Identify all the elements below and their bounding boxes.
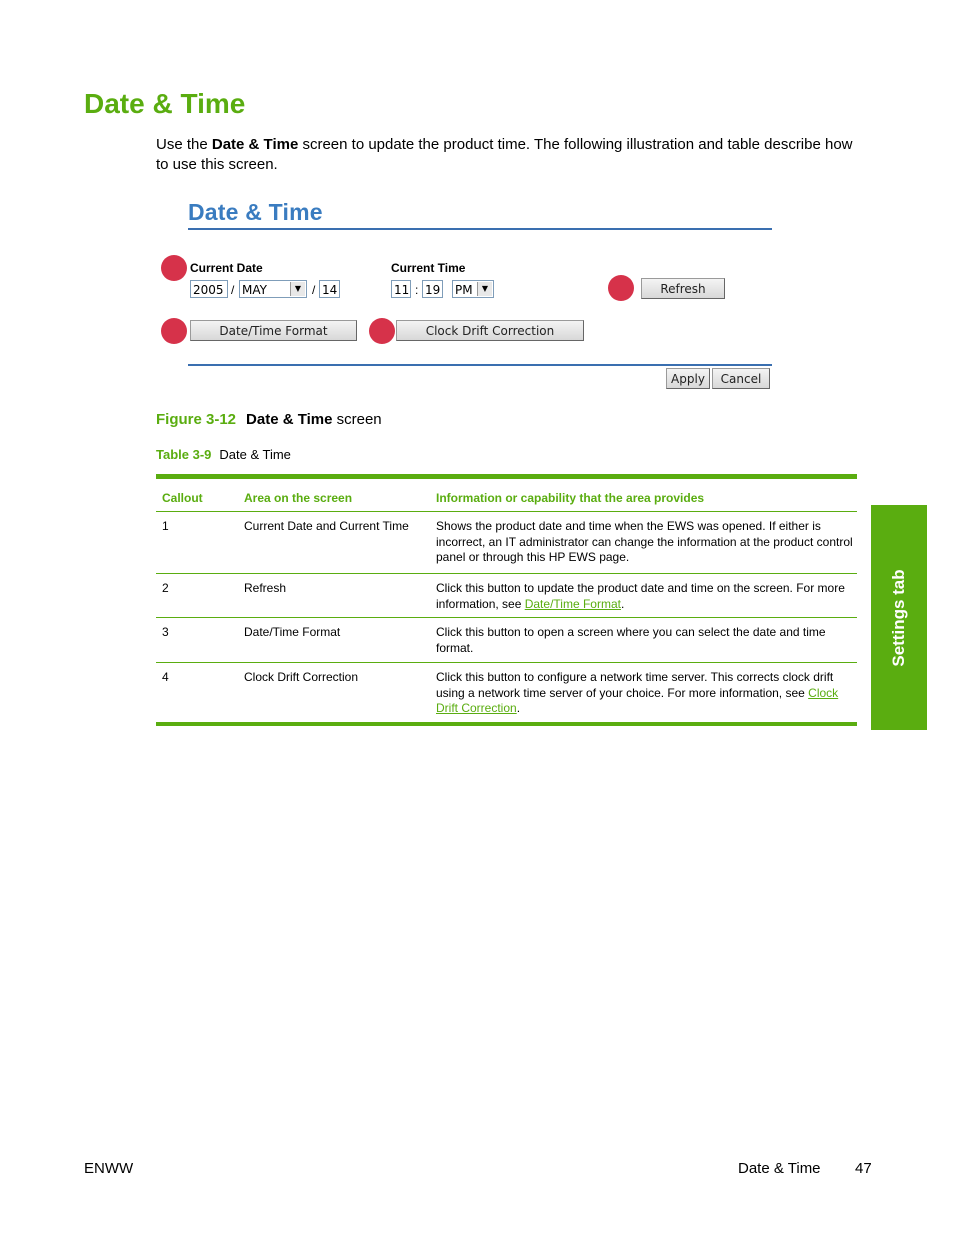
row-info: Shows the product date and time when the EWS was opened. If either is incorrect, an IT administrator can change the information at the product control panel or through this HP EWS page. xyxy=(436,519,853,564)
table-row xyxy=(156,663,857,722)
table-caption xyxy=(156,447,291,462)
date-time-screen-figure xyxy=(156,195,786,400)
callout-4-marker xyxy=(369,318,395,344)
datetime-format-button[interactable]: Date/Time Format xyxy=(190,320,357,341)
table-header-row xyxy=(156,479,857,512)
figure-number: Figure 3-12 xyxy=(156,411,237,428)
callout-1-marker xyxy=(161,255,187,281)
row-info xyxy=(436,581,854,612)
row-area: Clock Drift Correction xyxy=(244,670,359,684)
table-caption-text: Date & Time xyxy=(219,447,291,462)
header-callout: Callout xyxy=(162,491,203,505)
settings-side-tab xyxy=(871,505,927,730)
side-tab-label: Settings tab xyxy=(889,568,908,667)
intro-text-bold: Date & Time xyxy=(211,136,299,153)
row-area: Current Date and Current Time xyxy=(244,519,409,533)
info-table xyxy=(156,474,857,726)
row-area: Date/Time Format xyxy=(244,625,341,639)
year-input[interactable]: 2005 xyxy=(190,280,228,298)
ampm-dropdown-arrow-icon[interactable]: ▼ xyxy=(477,282,492,296)
row-info-text: Click this button to configure a network time server. This corrects clock drift using a network time server of your choice. For more information, see xyxy=(436,670,834,700)
row-info: Click this button to open a screen where you can select the date and time format. xyxy=(436,625,826,655)
hour-input[interactable]: 11 xyxy=(391,280,411,298)
footer-page-number: 47 xyxy=(855,1160,872,1177)
date-separator: / xyxy=(231,283,235,297)
header-info: Information or capability that the area provides xyxy=(436,491,705,505)
table-row xyxy=(156,574,857,618)
current-time-label: Current Time xyxy=(391,261,466,275)
intro-text-pre: Use the xyxy=(156,136,212,153)
month-select[interactable] xyxy=(239,280,307,298)
page-title: Date & Time xyxy=(84,88,246,119)
figure-caption-rest: screen xyxy=(332,411,382,428)
row-info-end: . xyxy=(516,701,521,715)
table-bottom-bar xyxy=(156,722,857,726)
clock-drift-correction-button[interactable]: Clock Drift Correction xyxy=(396,320,584,341)
datetime-format-link[interactable]: Date/Time Format xyxy=(524,596,621,611)
row-area: Refresh xyxy=(244,581,287,595)
row-callout: 3 xyxy=(162,625,169,639)
row-info-text: Click this button to update the product date and time on the screen. For more information, see xyxy=(436,581,845,611)
time-separator: : xyxy=(415,283,419,297)
month-value: MAY xyxy=(242,283,267,297)
table-row xyxy=(156,512,857,574)
minute-input[interactable]: 19 xyxy=(422,280,443,298)
footer-left: ENWW xyxy=(84,1160,134,1177)
table-number: Table 3-9 xyxy=(156,447,212,462)
row-info-end: . xyxy=(620,596,625,611)
cancel-button[interactable]: Cancel xyxy=(712,368,770,389)
figure-screen-title: Date & Time xyxy=(188,199,323,225)
apply-button[interactable]: Apply xyxy=(666,368,710,389)
footer-section-title: Date & Time xyxy=(738,1160,821,1177)
intro-paragraph xyxy=(156,135,856,174)
date-separator-2: / xyxy=(312,283,316,297)
figure-caption-bold: Date & Time xyxy=(246,411,333,428)
row-callout: 2 xyxy=(162,581,169,595)
ampm-value: PM xyxy=(455,283,473,297)
row-info xyxy=(436,670,854,717)
figure-top-rule xyxy=(188,228,772,230)
row-callout: 1 xyxy=(162,519,169,533)
header-area: Area on the screen xyxy=(244,491,353,505)
month-dropdown-arrow-icon[interactable]: ▼ xyxy=(290,282,305,296)
current-date-label: Current Date xyxy=(190,261,263,275)
clock-drift-correction-link[interactable]: Clock Drift Correction xyxy=(436,685,839,715)
table-row xyxy=(156,618,857,663)
ampm-select[interactable] xyxy=(452,280,494,298)
day-input[interactable]: 14 xyxy=(319,280,340,298)
refresh-button[interactable]: Refresh xyxy=(641,278,725,299)
figure-caption xyxy=(156,411,382,428)
intro-text-post: screen to update the product time. The following illustration and table describe how to use this screen. xyxy=(156,136,853,173)
figure-bottom-rule xyxy=(188,364,772,366)
callout-3-marker xyxy=(161,318,187,344)
row-callout: 4 xyxy=(162,670,169,684)
callout-2-marker xyxy=(608,275,634,301)
